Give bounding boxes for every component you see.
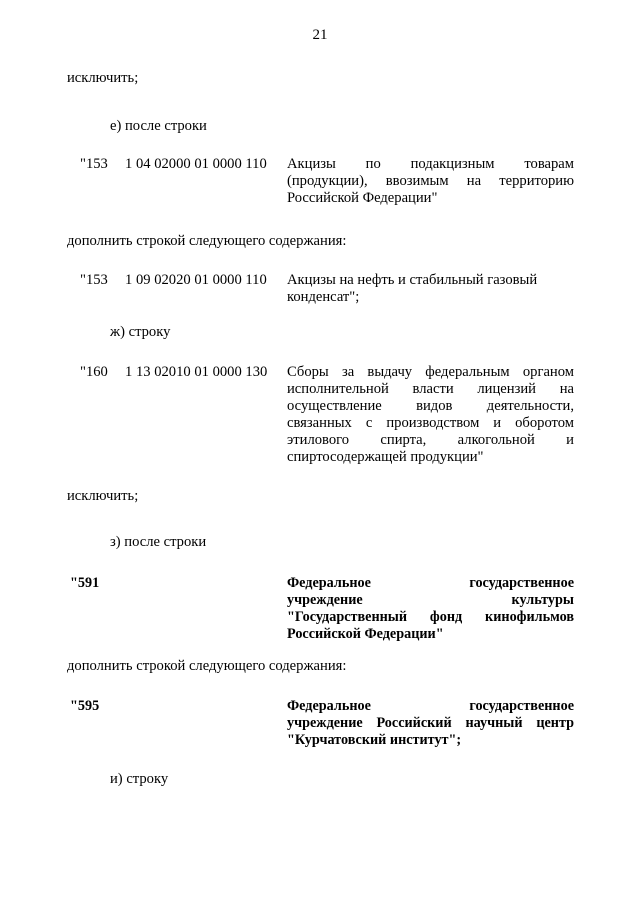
row-2-code: 1 09 02020 01 0000 110 [125, 272, 267, 288]
row-3-line-2: исполнительной власти лицензий на [287, 381, 574, 397]
row-5-number: "595 [70, 698, 100, 714]
row-3-line-4: связанных с производством и оборотом [287, 415, 574, 431]
row-1-number: "153 [80, 156, 108, 172]
paragraph-item-zh: ж) строку [110, 324, 171, 340]
page-number: 21 [312, 27, 328, 43]
row-5-line-1: Федеральное государственное [287, 698, 574, 714]
paragraph-exclude-2: исключить; [67, 488, 139, 504]
row-2-line-2: конденсат"; [287, 289, 360, 305]
row-3-line-1: Сборы за выдачу федеральным органом [287, 364, 574, 380]
row-1-line-3: Российской Федерации" [287, 190, 438, 206]
row-3-code: 1 13 02010 01 0000 130 [125, 364, 268, 380]
paragraph-exclude-1: исключить; [67, 70, 139, 86]
row-3-line-6: спиртосодержащей продукции" [287, 449, 484, 465]
row-4-number: "591 [70, 575, 100, 591]
row-3-line-5: этилового спирта, алкогольной и [287, 432, 574, 448]
row-4-description [287, 575, 574, 643]
row-3-number: "160 [80, 364, 108, 380]
row-4-line-2: учреждение культуры [287, 592, 574, 608]
paragraph-item-i: и) строку [110, 771, 169, 787]
row-5-line-2: учреждение Российский научный центр [287, 715, 574, 731]
paragraph-add-2: дополнить строкой следующего содержания: [67, 658, 347, 674]
row-4-line-3: "Государственный фонд кинофильмов [287, 609, 574, 625]
row-1-line-1: Акцизы по подакцизным товарам [287, 156, 574, 172]
row-1-description [287, 156, 574, 207]
row-2-line-1: Акцизы на нефть и стабильный газовый [287, 272, 538, 288]
paragraph-add-1: дополнить строкой следующего содержания: [67, 233, 347, 249]
row-5-line-3: "Курчатовский институт"; [287, 732, 462, 748]
row-5-description [287, 698, 574, 749]
row-4-line-1: Федеральное государственное [287, 575, 574, 591]
row-4-line-4: Российской Федерации" [287, 626, 444, 642]
row-3-description [287, 364, 574, 466]
row-3-line-3: осуществление видов деятельности, [287, 398, 574, 414]
row-2-number: "153 [80, 272, 108, 288]
row-1-line-2: (продукции), ввозимым на территорию [287, 173, 574, 189]
row-1-code: 1 04 02000 01 0000 110 [125, 156, 267, 172]
row-2-description [287, 272, 574, 306]
paragraph-item-e: е) после строки [110, 118, 207, 134]
paragraph-item-z: з) после строки [110, 534, 207, 550]
